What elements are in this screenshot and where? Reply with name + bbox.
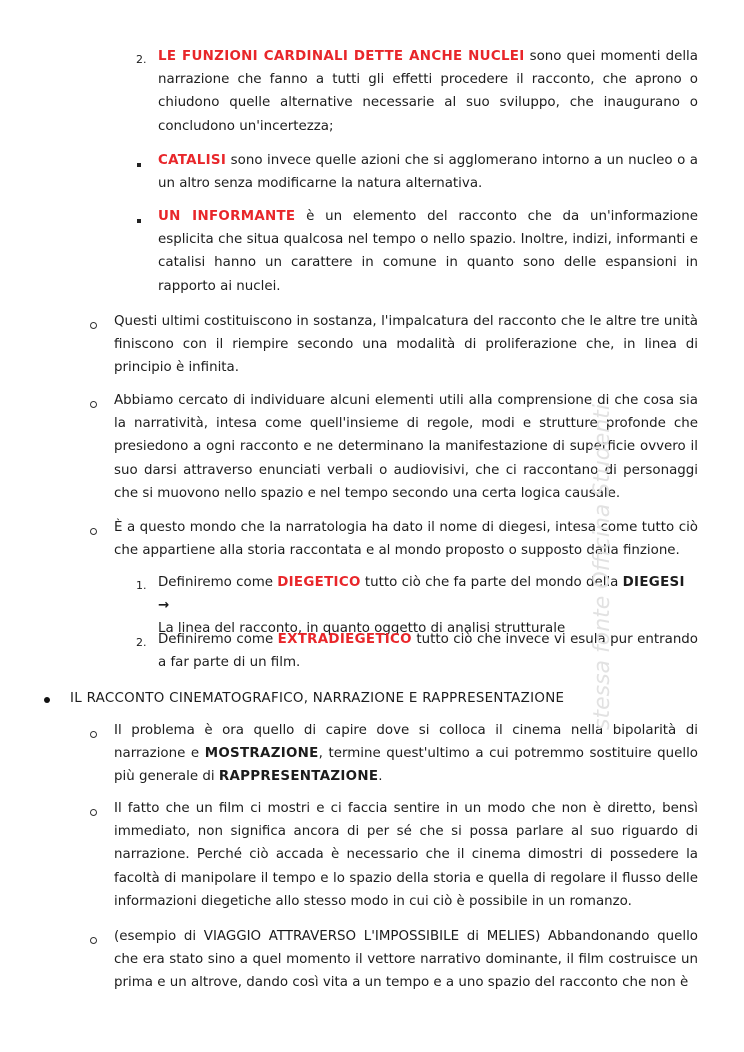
- list-number: 2.: [136, 636, 147, 649]
- circle-bullet-icon: [90, 731, 97, 738]
- circle-bullet-icon: [90, 401, 97, 408]
- paragraph-questi-ultimi: Questi ultimi costituiscono in sostanza, l'impalcatura del racconto che le altre tre unità finiscono con il riempire secondo una modalità di proliferazione che, in linea di principio è infinita.: [114, 314, 698, 376]
- arrow-right-icon: →: [158, 598, 170, 614]
- paragraph-text: Definiremo come: [158, 632, 278, 647]
- circle-bullet-icon: [90, 809, 97, 816]
- term-rappresentazione: RAPPRESENTAZIONE: [218, 769, 379, 785]
- square-bullet-icon: [137, 163, 141, 167]
- section-heading: IL RACCONTO CINEMATOGRAFICO, NARRAZIONE E RAPPRESENTAZIONE: [70, 691, 565, 706]
- watermark: stessa fonte Officina Studenti: [590, 404, 615, 730]
- paragraph-text: sono quei momenti della narrazione che fanno a tutti gli effetti procedere il racconto, che aprono o chiudono quelle alternative necessarie al suo sviluppo, che inaugurano o concludono un'incertezza;: [158, 49, 698, 134]
- term-mostrazione: MOSTRAZIONE: [204, 746, 319, 762]
- circle-bullet-icon: [90, 937, 97, 944]
- paragraph-text: La linea del racconto, in quanto oggetto di analisi strutturale: [158, 621, 566, 637]
- paragraph-text: (esempio di: [114, 929, 204, 944]
- paragraph-catalisi: [158, 149, 698, 195]
- term-extradiegetico: EXTRADIEGETICO: [277, 632, 412, 647]
- paragraph-text: è un elemento del racconto che da un'informazione esplicita che situa qualcosa nel tempo o nello spazio. Inoltre, indizi, informanti e catalisi hanno un carattere in comune in quanto sono delle espansioni in rapporto ai nuclei.: [158, 209, 698, 294]
- term-informante: UN INFORMANTE: [158, 209, 296, 224]
- paragraph-informante: [158, 205, 698, 298]
- paragraph-abbiamo: Abbiamo cercato di individuare alcuni elementi utili alla comprensione di che cosa sia la narratività, intesa come quell'insieme di regole, modi e strutture profonde che presiedono a ogni racconto e ne determinano la manifestazione di superficie ovvero il suo darsi attraverso enunciati verbali o audiovisivi, che ci raccontano di personaggi che si muovono nello spazio e nel tempo secondo una certa logica causale.: [114, 393, 698, 501]
- paragraph-text: .: [378, 769, 383, 785]
- paragraph-text: Il problema è ora quello di capire dove si colloca il cinema nella bipolarità di narrazione e: [114, 723, 698, 762]
- list-number: 2.: [136, 53, 147, 66]
- paragraph-fatto: Il fatto che un film ci mostri e ci faccia sentire in un modo che non è diretto, bensì immediato, non significa ancora di per sé che si possa parlare al suo riguardo di narrazione. Perché ciò accada è necessario che il cinema dimostri di possedere la facoltà di manipolare il tempo e lo spazio della storia e quella di regolare il flusso delle informazioni diegetiche allo stesso modo in cui ciò è possibile in un romanzo.: [114, 801, 698, 909]
- paragraph-diegesi: È a questo mondo che la narratologia ha dato il nome di diegesi, intesa come tutto ciò che appartiene alla storia raccontata e al mondo proposto o supposto dalla finzione.: [114, 520, 698, 559]
- term-catalisi: CATALISI: [158, 153, 227, 168]
- paragraph-text: , termine quest'ultimo a cui potremmo sostituire quello più generale di: [114, 746, 699, 785]
- square-bullet-icon: [137, 219, 141, 223]
- paragraph-text: sono invece quelle azioni che si agglomerano intorno a un nucleo o a un altro senza modificarne la natura alternativa.: [158, 153, 698, 192]
- term-diegesi: DIEGESI: [622, 575, 685, 590]
- paragraph-funzioni-cardinali: [158, 45, 698, 138]
- circle-bullet-icon: [90, 528, 97, 535]
- paragraph-text: di MELIES) Abbandonando quello che era stato sino a quel momento il vettore narrativo dominante, il film costruisce un prima e un altrove, dando così vita a un tempo e a uno spazio del racconto che non è: [114, 929, 699, 991]
- term-funzioni-cardinali: LE FUNZIONI CARDINALI DETTE ANCHE NUCLEI: [158, 49, 525, 64]
- circle-bullet-icon: [90, 322, 97, 329]
- bullet-dot-icon: [44, 697, 50, 703]
- term-diegetico: DIEGETICO: [277, 575, 361, 590]
- term-viaggio: VIAGGIO ATTRAVERSO L'IMPOSSIBILE: [203, 929, 460, 944]
- list-number: 1.: [136, 579, 147, 592]
- paragraph-esempio: [114, 925, 698, 995]
- paragraph-text: tutto ciò che fa parte del mondo della: [360, 575, 623, 590]
- paragraph-text: tutto ciò che invece vi esula pur entrando a far parte di un film.: [158, 632, 698, 671]
- definition-extradiegetico: [158, 628, 698, 674]
- paragraph-text: Definiremo come: [158, 575, 278, 590]
